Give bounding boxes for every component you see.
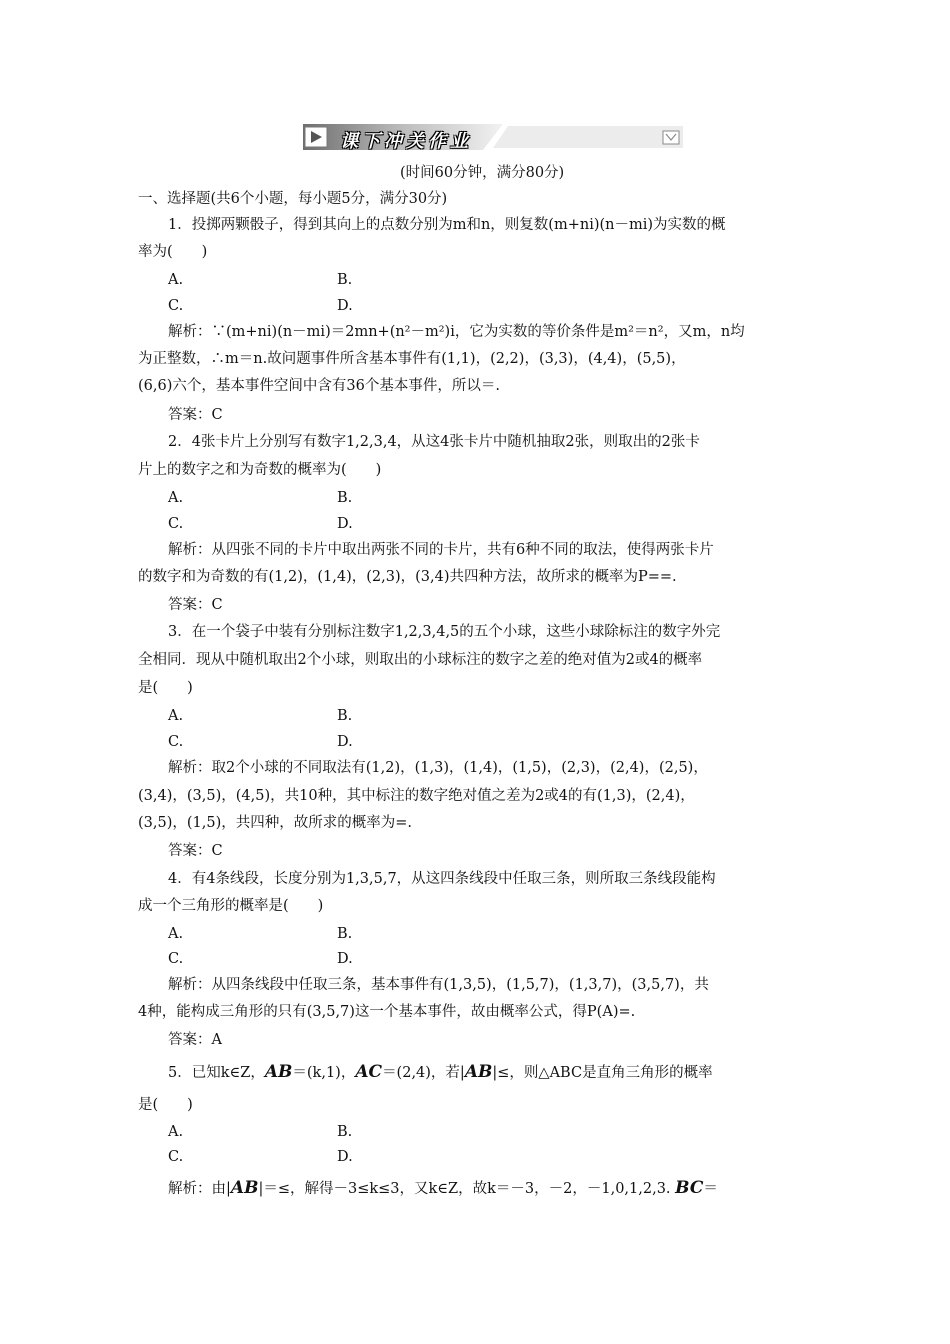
q5-option-d: D. — [337, 1149, 353, 1165]
q4-option-a: A. — [168, 926, 184, 942]
section-title: 一、选择题(共6个小题，每小题5分，满分30分) — [138, 191, 448, 207]
q5-stem-part4: |≤，则△ABC是直角三角形的概率 — [492, 1065, 713, 1081]
q2-option-b: B. — [337, 490, 353, 506]
q5-solution-part1: 解析：由| — [168, 1181, 231, 1197]
q2-answer: 答案：C — [168, 597, 223, 613]
q3-solution-line1: 解析：取2个小球的不同取法有(1,2)，(1,3)，(1,4)，(1,5)，(2,3)，(2,4)，(2,5)， — [168, 760, 708, 776]
q4-option-d: D. — [337, 951, 353, 967]
vector-ab-abs: AB — [464, 1062, 493, 1082]
vector-ab-solution: AB — [230, 1178, 259, 1198]
q1-stem-line2: 率为( ) — [138, 244, 208, 260]
q4-solution-line2: 4种，能构成三角形的只有(3,5,7)这一个基本事件，故由概率公式，得P(A)=. — [138, 1004, 636, 1020]
q4-option-c: C. — [168, 951, 184, 967]
q2-solution-line2: 的数字和为奇数的有(1,2)，(1,4)，(2,3)，(3,4)共四种方法，故所求的概率为P==. — [138, 569, 677, 585]
q5-solution-part3: ＝ — [703, 1181, 718, 1197]
q3-stem-line1: 3．在一个袋子中装有分别标注数字1,2,3,4,5的五个小球，这些小球除标注的数字外完 — [168, 624, 721, 640]
q3-option-a: A. — [168, 708, 184, 724]
q3-solution-line2: (3,4)，(3,5)，(4,5)，共10种，其中标注的数字绝对值之差为2或4的有(1,3)，(2,4)， — [138, 788, 695, 804]
q2-option-a: A. — [168, 490, 184, 506]
q3-option-c: C. — [168, 734, 184, 750]
q3-option-d: D. — [337, 734, 353, 750]
q5-option-c: C. — [168, 1149, 184, 1165]
q5-stem-part2: ＝(k,1)， — [292, 1065, 356, 1081]
q5-stem-part3: ＝(2,4)，若| — [382, 1065, 465, 1081]
q1-solution-line1: 解析：∵(m+ni)(n－mi)＝2mn+(n²－m²)i，它为实数的等价条件是m²＝n²，又m，n均 — [168, 324, 745, 340]
q5-stem-line2: 是( ) — [138, 1097, 193, 1113]
q5-solution-line1 — [168, 1178, 718, 1199]
vector-ab: AB — [264, 1062, 293, 1082]
q2-stem-line2: 片上的数字之和为奇数的概率为( ) — [138, 462, 382, 478]
q4-solution-line1: 解析：从四条线段中任取三条，基本事件有(1,3,5)，(1,5,7)，(1,3,7)，(3,5,7)，共 — [168, 977, 709, 993]
q3-stem-line2: 全相同．现从中随机取出2个小球，则取出的小球标注的数字之差的绝对值为2或4的概率 — [138, 652, 703, 668]
q2-option-d: D. — [337, 516, 353, 532]
q4-stem-line2: 成一个三角形的概率是( ) — [138, 898, 324, 914]
q3-solution-line3: (3,5)，(1,5)，共四种，故所求的概率为=. — [138, 815, 413, 831]
vector-ac: AC — [355, 1062, 383, 1082]
q5-stem-part1: 5．已知k∈Z， — [168, 1065, 265, 1081]
vector-bc: BC — [675, 1178, 704, 1198]
q5-solution-part2: |＝≤，解得－3≤k≤3，又k∈Z，故k＝－3，－2，－1,0,1,2,3. — [258, 1181, 671, 1197]
q1-option-c: C. — [168, 298, 184, 314]
q3-answer: 答案：C — [168, 843, 223, 859]
q2-option-c: C. — [168, 516, 184, 532]
time-score-note: (时间60分钟，满分80分) — [400, 165, 565, 181]
q5-option-a: A. — [168, 1124, 184, 1140]
q2-solution-line1: 解析：从四张不同的卡片中取出两张不同的卡片，共有6种不同的取法，使得两张卡片 — [168, 542, 714, 558]
q1-solution-line3: (6,6)六个，基本事件空间中含有36个基本事件，所以＝. — [138, 378, 500, 394]
q1-answer: 答案：C — [168, 407, 223, 423]
q4-stem-line1: 4．有4条线段，长度分别为1,3,5,7，从这四条线段中任取三条，则所取三条线段能构 — [168, 871, 716, 887]
q1-stem-line1: 1．投掷两颗骰子，得到其向上的点数分别为m和n，则复数(m+ni)(n－mi)为实数的概 — [168, 217, 726, 233]
q1-option-b: B. — [337, 272, 353, 288]
q4-option-b: B. — [337, 926, 353, 942]
q5-option-b: B. — [337, 1124, 353, 1140]
q4-answer: 答案：A — [168, 1032, 222, 1048]
q2-stem-line1: 2．4张卡片上分别写有数字1,2,3,4，从这4张卡片中随机抽取2张，则取出的2张卡 — [168, 434, 700, 450]
banner-title: 课下冲关作业 — [340, 131, 472, 152]
q3-option-b: B. — [337, 708, 353, 724]
q1-option-a: A. — [168, 272, 184, 288]
q5-stem-line1 — [168, 1062, 713, 1083]
q3-stem-line3: 是( ) — [138, 680, 193, 696]
q1-option-d: D. — [337, 298, 353, 314]
q1-solution-line2: 为正整数，∴m＝n.故问题事件所含基本事件有(1,1)，(2,2)，(3,3)，(4,4)，(5,5)， — [138, 351, 686, 367]
